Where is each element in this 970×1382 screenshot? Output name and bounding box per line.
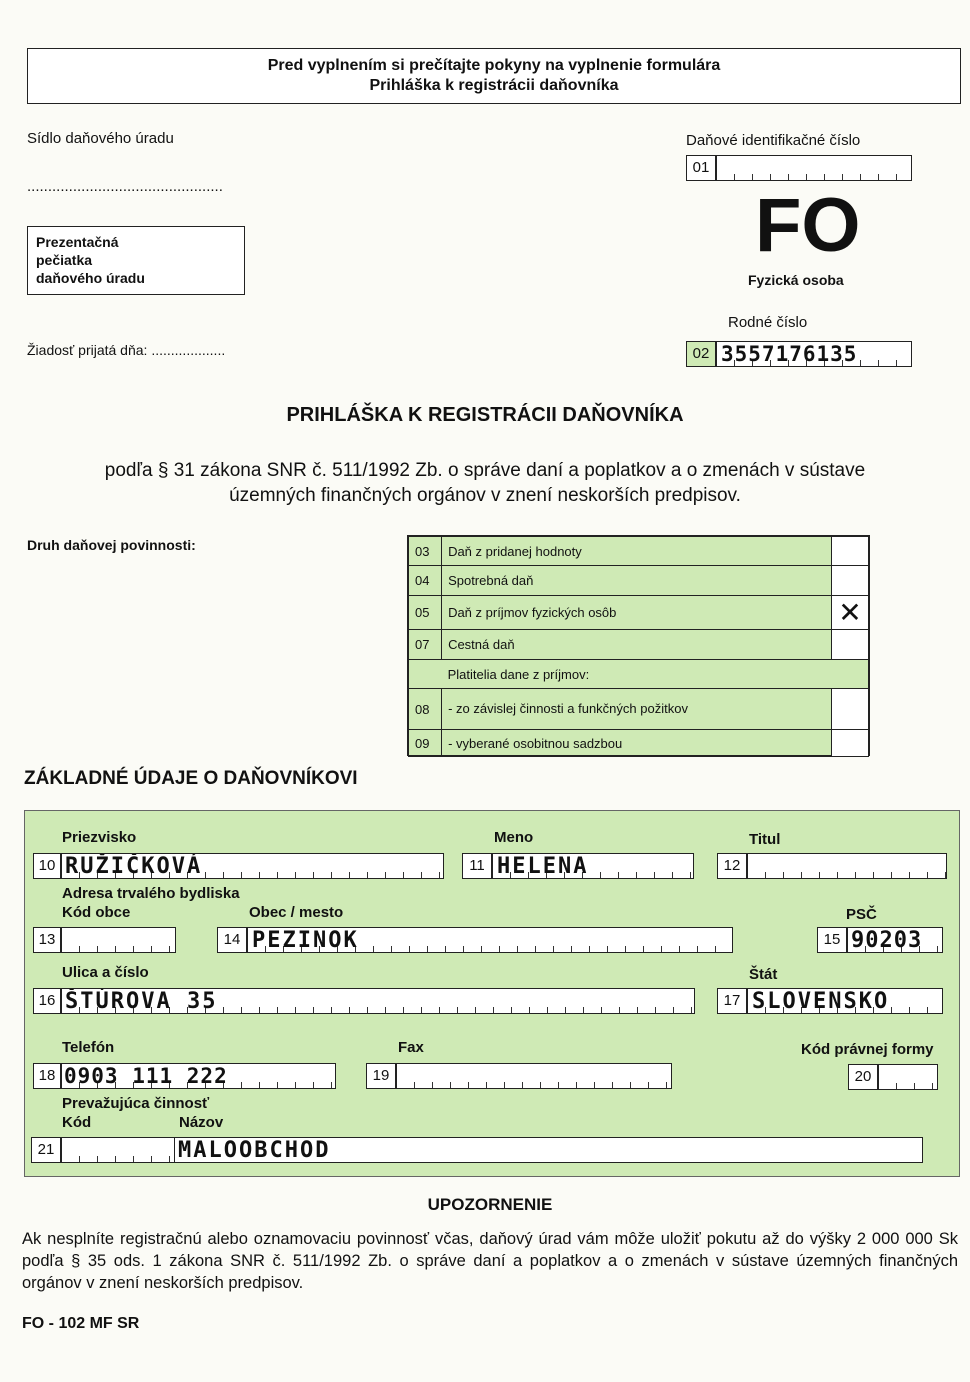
tax-checkbox[interactable]	[831, 689, 868, 730]
address-label: Adresa trvalého bydliska	[62, 885, 240, 902]
surname-label: Priezvisko	[62, 829, 137, 846]
fax-input[interactable]	[396, 1063, 672, 1089]
title-input[interactable]	[747, 853, 947, 879]
psc-input[interactable]	[847, 927, 943, 953]
obec-field-number: 14	[217, 927, 247, 953]
form-title: PRIHLÁŠKA K REGISTRÁCII DAŇOVNÍKA	[286, 404, 684, 426]
obec-input[interactable]	[247, 927, 733, 953]
tax-code: 03	[409, 537, 442, 566]
tax-code: 08	[409, 689, 442, 730]
legal-form-field-number: 20	[848, 1064, 878, 1090]
office-dots: ...............................................	[27, 178, 223, 195]
fo-mark: FO	[755, 183, 861, 268]
obec-code-field-number: 13	[33, 927, 61, 953]
payers-label: Platitelia dane z príjmov:	[442, 660, 869, 689]
tax-code: 07	[409, 630, 442, 660]
obec-label: Obec / mesto	[249, 904, 344, 921]
warning-heading: UPOZORNENIE	[427, 1195, 553, 1214]
tax-checkbox[interactable]	[831, 566, 868, 596]
activity-name-label: Názov	[179, 1114, 224, 1131]
header-line-2: Prihláška k registrácii daňovníka	[369, 77, 619, 94]
activity-label: Prevažujúca činnosť	[62, 1095, 210, 1112]
tax-text: - zo závislej činnosti a funkčných požitkov	[442, 689, 832, 730]
street-field-number: 16	[33, 988, 61, 1014]
fax-label: Fax	[398, 1039, 424, 1056]
stamp-label: Prezentačná pečiatka daňového úradu	[36, 234, 145, 286]
tax-text: Cestná daň	[442, 630, 832, 660]
tax-duty-label: Druh daňovej povinnosti:	[27, 537, 196, 553]
legal-form-input[interactable]	[878, 1064, 938, 1090]
tax-checkbox[interactable]	[831, 630, 868, 660]
form-subtitle-2: územných finančných orgánov v znení neskorších predpisov.	[229, 485, 741, 506]
phone-label: Telefón	[62, 1039, 115, 1056]
state-field-number: 17	[717, 988, 747, 1014]
surname-field-number: 10	[33, 853, 61, 879]
tax-code: 05	[409, 596, 442, 630]
rc-value: 3557176135	[721, 342, 858, 366]
tax-duty-table	[407, 535, 870, 756]
street-value: ŠTÚROVA 35	[65, 989, 218, 1014]
state-input[interactable]	[747, 988, 943, 1014]
payers-spacer	[409, 660, 442, 689]
form-subtitle-1: podľa § 31 zákona SNR č. 511/1992 Zb. o správe daní a poplatkov a o zmenách v sústave	[104, 460, 866, 481]
activity-field-number: 21	[31, 1137, 61, 1163]
fax-field-number: 19	[366, 1063, 396, 1089]
activity-name-input[interactable]	[175, 1137, 923, 1163]
tax-checkbox[interactable]	[831, 537, 868, 566]
psc-value: 90203	[851, 928, 923, 953]
dic-label: Daňové identifikačné číslo	[686, 132, 861, 149]
fo-subtitle: Fyzická osoba	[748, 272, 844, 288]
activity-code-input[interactable]	[61, 1137, 175, 1163]
dic-input[interactable]	[716, 155, 912, 181]
street-input[interactable]	[61, 988, 695, 1014]
state-label: Štát	[749, 966, 778, 983]
instructions-header	[27, 48, 961, 104]
activity-code-label: Kód	[62, 1114, 92, 1131]
title-field-number: 12	[717, 853, 747, 879]
tax-text: Daň z pridanej hodnoty	[442, 537, 832, 566]
tax-text: Spotrebná daň	[442, 566, 832, 596]
stamp-box	[27, 226, 245, 295]
title-label: Titul	[749, 831, 781, 848]
name-label: Meno	[494, 829, 534, 846]
name-value: HELENA	[497, 854, 589, 879]
obec-code-label: Kód obce	[62, 904, 131, 921]
rc-label: Rodné číslo	[728, 314, 808, 331]
name-input[interactable]	[492, 853, 694, 879]
psc-field-number: 15	[817, 927, 847, 953]
state-value: SLOVENSKO	[752, 989, 890, 1014]
header-line-1: Pred vyplnením si prečítajte pokyny na vyplnenie formulára	[267, 57, 721, 74]
surname-input[interactable]	[61, 853, 444, 879]
phone-input[interactable]	[61, 1063, 336, 1089]
name-field-number: 11	[462, 853, 492, 879]
tax-checkbox-checked[interactable]: ✕	[831, 596, 868, 630]
warning-text: Ak nesplníte registračnú alebo oznamovaciu povinnosť včas, daňový úrad vám môže uložiť pokutu až do výšky 2 000 000 Sk podľa § 35 ods. 1 zákona SNR č. 511/1992 Zb. o správe daní a poplatkov a o zmenách v sústave územných finančných orgánov v znení neskorších predpisov.	[22, 1230, 958, 1292]
activity-value: MALOOBCHOD	[178, 1138, 331, 1163]
form-code: FO - 102 MF SR	[22, 1315, 140, 1332]
psc-label: PSČ	[846, 906, 877, 923]
tax-code: 04	[409, 566, 442, 596]
tax-text: - vyberané osobitnou sadzbou	[442, 730, 832, 757]
request-date-label: Žiadosť prijatá dňa: ...................	[27, 342, 226, 358]
phone-field-number: 18	[33, 1063, 61, 1089]
dic-field-number: 01	[686, 155, 716, 181]
obec-code-input[interactable]	[61, 927, 176, 953]
phone-value: 0903 111 222	[64, 1064, 228, 1088]
legal-form-label: Kód právnej formy	[801, 1041, 934, 1058]
rc-input[interactable]	[716, 341, 912, 367]
tax-checkbox[interactable]	[831, 730, 868, 757]
tax-code: 09	[409, 730, 442, 757]
basic-data-heading: ZÁKLADNÉ ÚDAJE O DAŇOVNÍKOVI	[24, 768, 358, 789]
office-label: Sídlo daňového úradu	[27, 130, 174, 147]
surname-value: RUŽIČKOVÁ	[65, 854, 203, 879]
basic-data-panel	[24, 810, 960, 1177]
tax-text: Daň z príjmov fyzických osôb	[442, 596, 832, 630]
rc-field-number: 02	[686, 341, 716, 367]
obec-value: PEZINOK	[252, 928, 359, 953]
street-label: Ulica a číslo	[62, 964, 149, 981]
